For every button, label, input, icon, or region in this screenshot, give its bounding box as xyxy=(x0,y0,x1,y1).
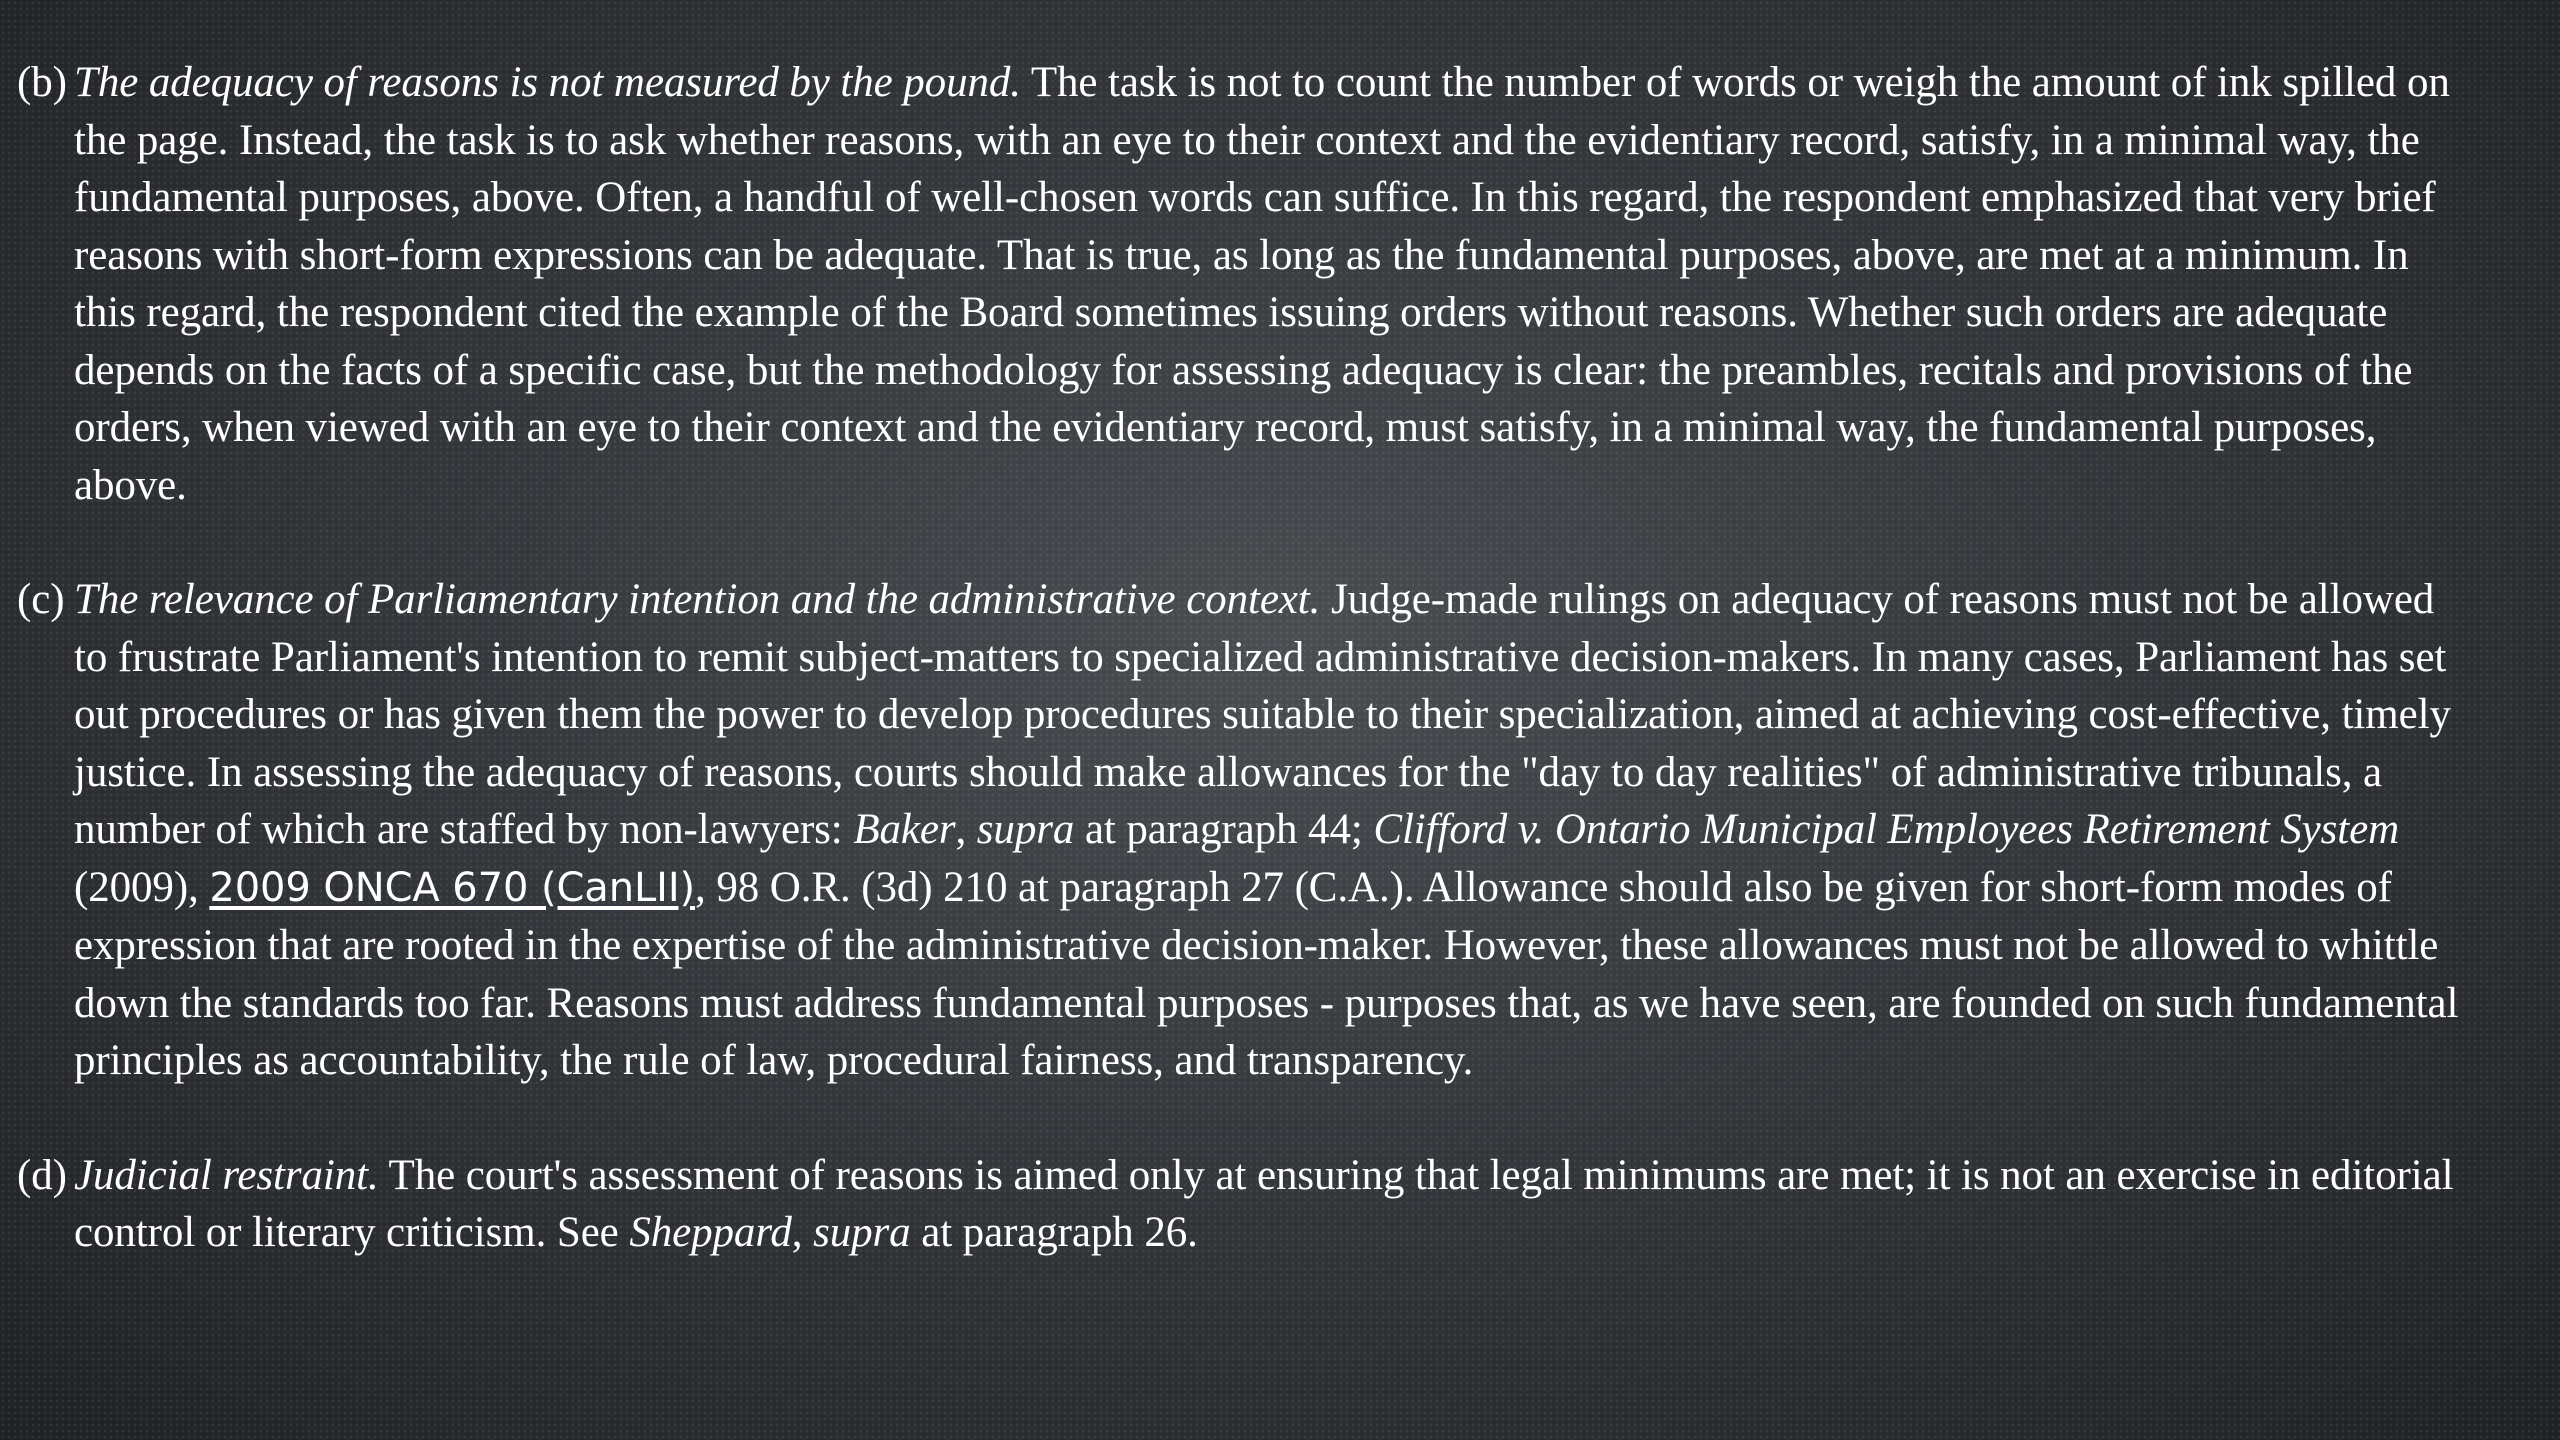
paragraph-text: at paragraph 44; xyxy=(1084,806,1363,853)
paragraph-c xyxy=(0,571,2560,1090)
case-name-clifford: Clifford v. Ontario Municipal Employees Retirement System xyxy=(1373,806,2400,853)
separator: , xyxy=(955,806,967,853)
paragraph-text: The court's assessment of reasons is aimed only at ensuring that legal minimums are met; it is not an exercise in editorial control or literary criticism. See xyxy=(74,1151,2454,1256)
canlii-citation-link[interactable]: 2009 ONCA 670 (CanLII) xyxy=(209,864,696,911)
supra-citation: supra xyxy=(813,1209,911,1256)
paragraph-text: Judge-made rulings on adequacy of reasons must not be allowed to frustrate Parliament's intention to remit subject-matters to specialized administrative decision-makers. In many cases, Parliament has set out procedures or has given them the power to develop procedures suitable to their specialization, aimed at achieving cost-effective, timely justice. In assessing the adequacy of reasons, courts should make allowances for the "day to day realities" of administrative tribunals, a number of which are staffed by non-lawyers: xyxy=(74,576,2451,853)
paragraph-title: The relevance of Parliamentary intention and the administrative context. xyxy=(74,576,1321,623)
paragraph-text: , 98 O.R. (3d) 210 at paragraph 27 (C.A.). Allowance should also be given for short-form modes of expression that are rooted in the expertise of the administrative decision-maker. However, these allowances must not be allowed to whittle down the standards too far. Reasons must address fundamental purposes - purposes that, as we have seen, are founded on such fundamental principles as accountability, the rule of law, procedural fairness, and transparency. xyxy=(74,863,2459,1084)
supra-citation: supra xyxy=(976,806,1075,853)
paragraph-title: The adequacy of reasons is not measured by the pound. xyxy=(74,59,1021,106)
paragraph-marker: (b) xyxy=(17,59,67,106)
paragraph-text: at paragraph 26. xyxy=(921,1209,1198,1256)
paragraph-d xyxy=(0,1147,2560,1262)
paragraph-marker: (d) xyxy=(17,1151,67,1199)
paragraph-marker: (c) xyxy=(17,576,65,623)
case-name-baker: Baker xyxy=(853,806,956,853)
paragraph-text: (2009), xyxy=(74,863,199,911)
paragraph-b xyxy=(0,54,2560,514)
paragraph-text: The task is not to count the number of words or weigh the amount of ink spilled on the page. Instead, the task is to ask whether reasons, with an eye to their context and the evidentiary record, satisfy, in a minimal way, the fundamental purposes, above. Often, a handful of well-chosen words can suffice. In this regard, the respondent emphasized that very brief reasons with short-form expressions can be adequate. That is true, as long as the fundamental purposes, above, are met at a minimum. In this regard, the respondent cited the example of the Board sometimes issuing orders without reasons. Whether such orders are adequate depends on the facts of a specific case, but the methodology for assessing adequacy is clear: the preambles, recitals and provisions of the orders, when viewed with an eye to their context and the evidentiary record, must satisfy, in a minimal way, the fundamental purposes, above. xyxy=(74,59,2450,509)
case-name-sheppard: Sheppard xyxy=(629,1209,792,1256)
separator: , xyxy=(791,1209,803,1256)
paragraph-title: Judicial restraint. xyxy=(74,1151,379,1199)
